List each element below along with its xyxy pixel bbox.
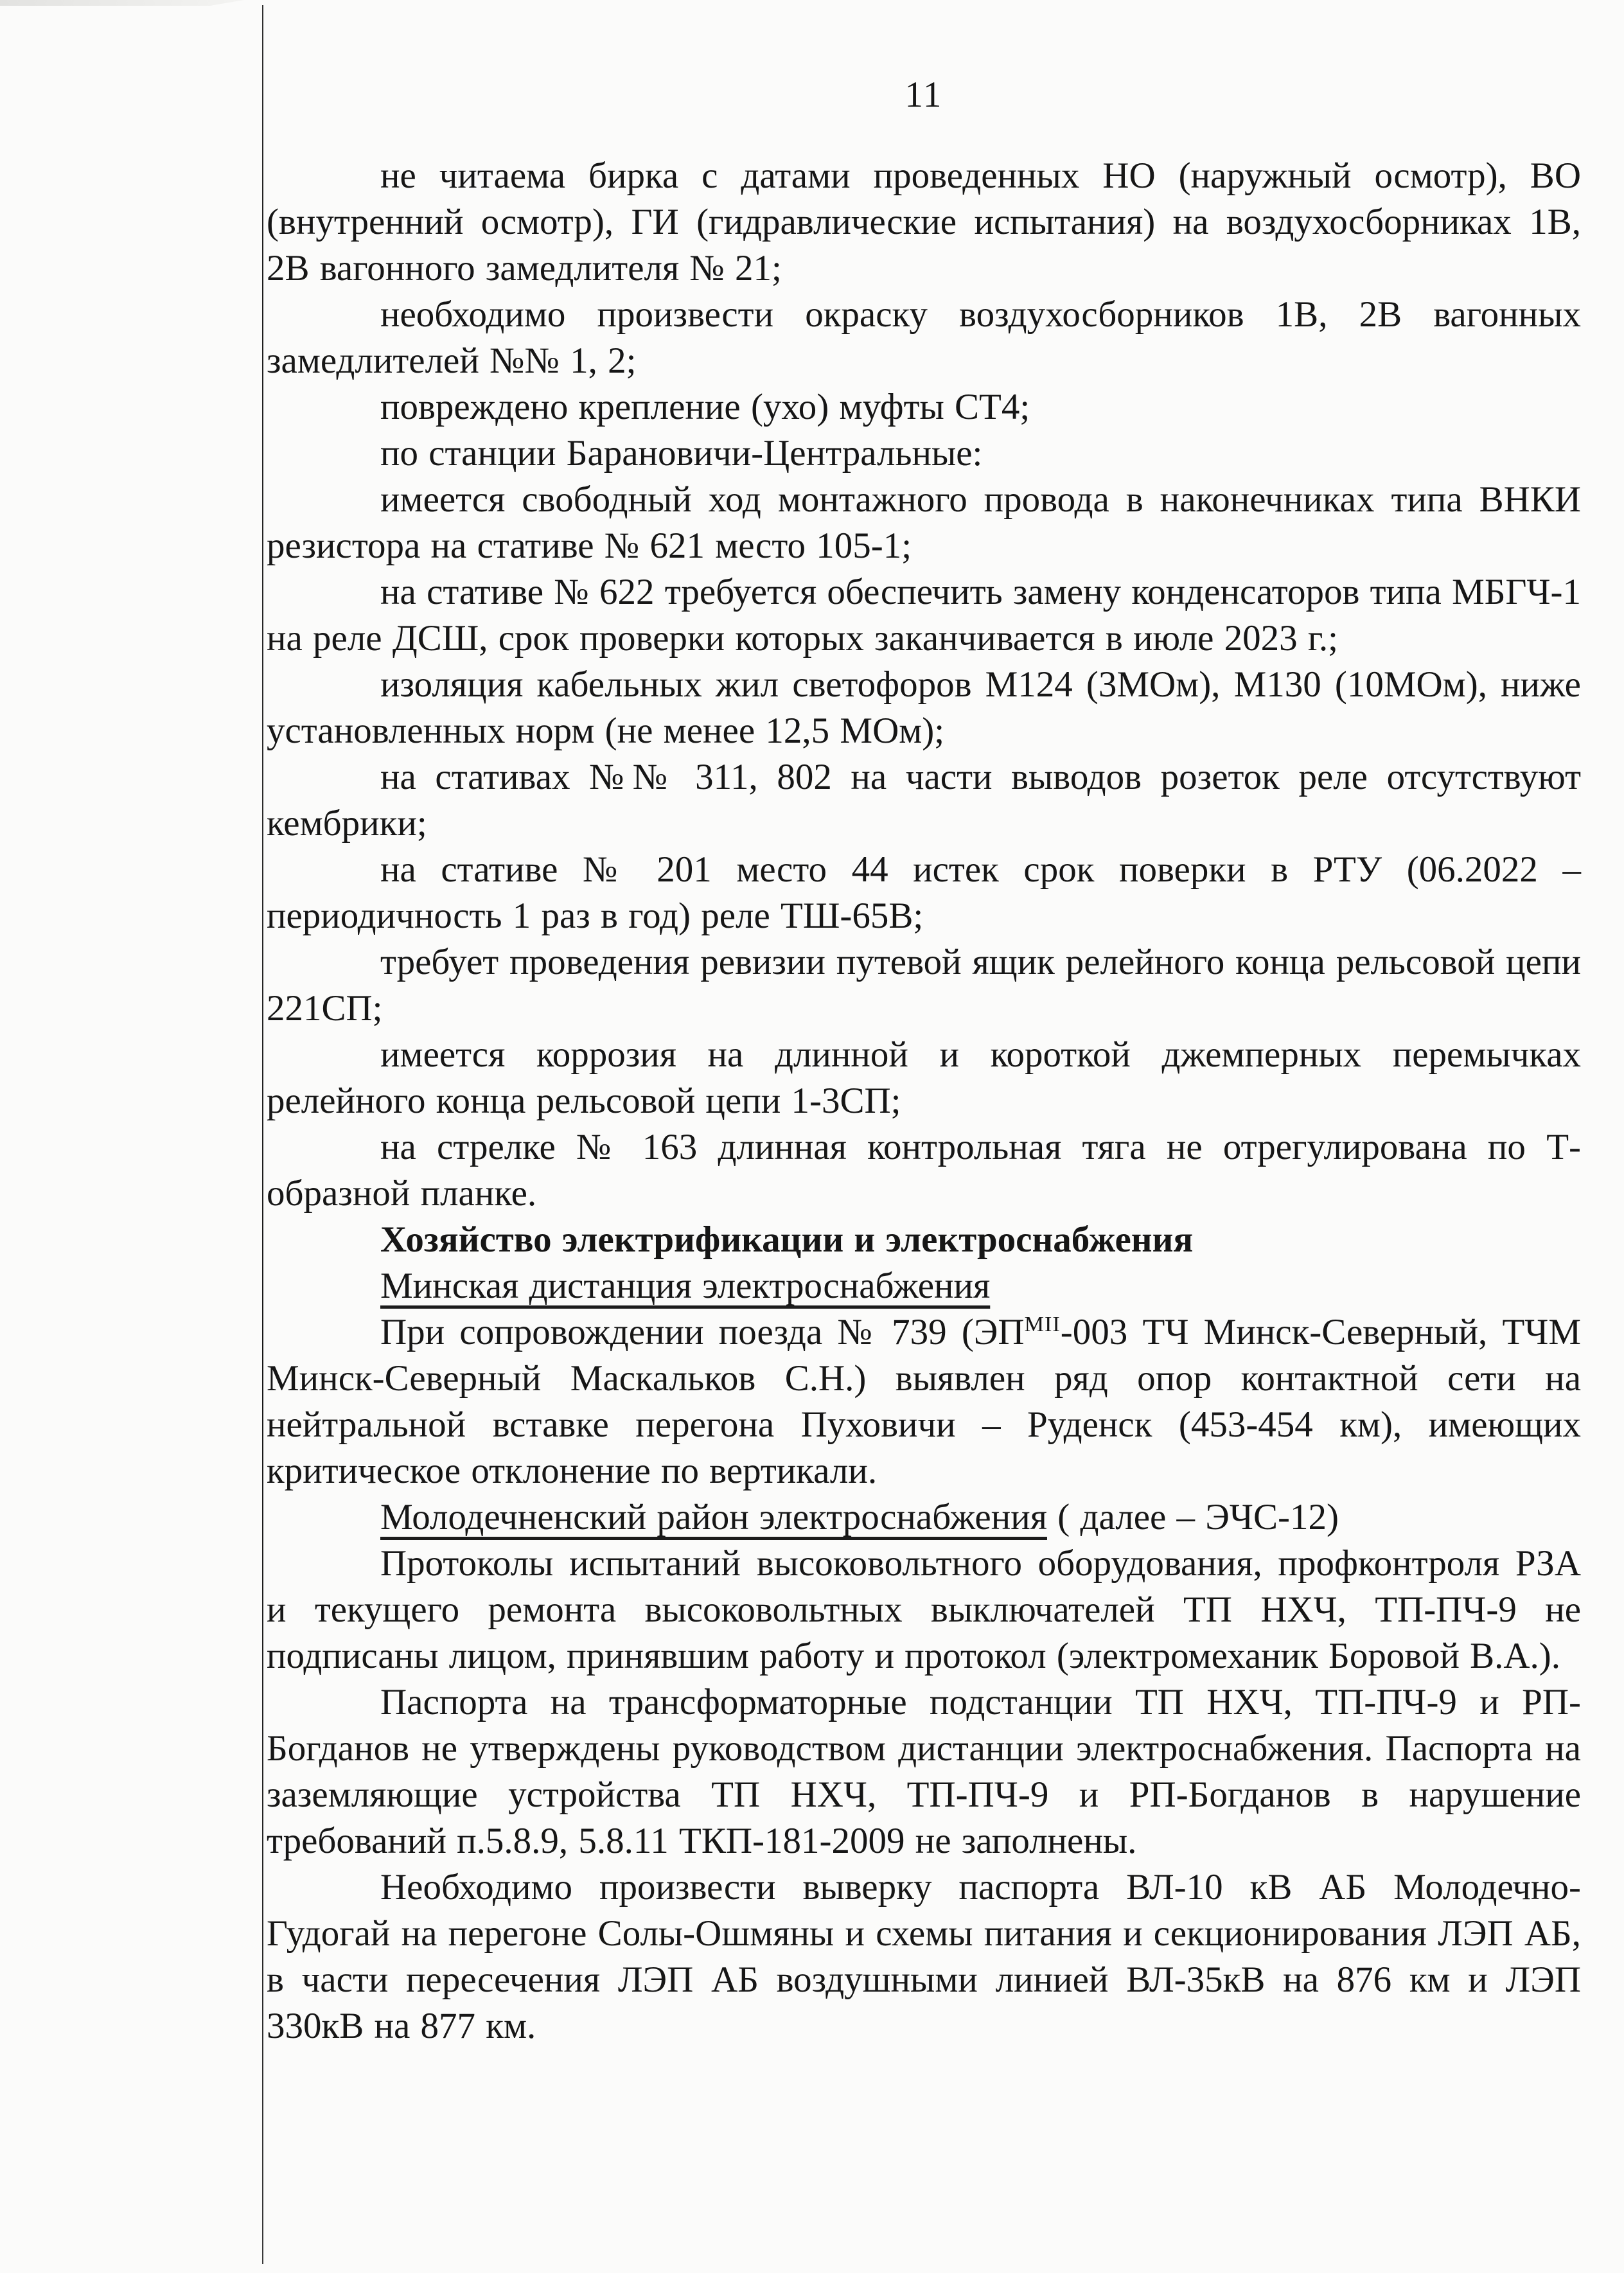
paragraph	[267, 292, 1581, 384]
text-run: Протоколы испытаний высоковольтного оборудования, профконтроля РЗА и текущего ремонта высоковольтных выключателей ТП НХЧ, ТП-ПЧ-9 не подписаны лицом, принявшим работу и протокол (электромеханик Боровой В.А.).	[267, 1543, 1581, 1676]
text-run: При сопровождении поезда № 739 (ЭП	[380, 1312, 1025, 1352]
paragraph	[267, 939, 1581, 1032]
page-number: 11	[905, 75, 943, 115]
text-run: изоляция кабельных жил светофоров М124 (3МОм), М130 (10МОм), ниже установленных норм (не менее 12,5 МОм);	[267, 664, 1581, 751]
paragraph	[267, 1864, 1581, 2049]
text-run: Необходимо произвести выверку паспорта ВЛ-10 кВ АБ Молодечно-Гудогай на перегоне Солы-Ошмяны и схемы питания и секционирования ЛЭП АБ, в части пересечения ЛЭП АБ воздушными линией ВЛ-35кВ на 876 км и ЛЭП 330кВ на 877 км.	[267, 1867, 1581, 2046]
paragraph	[267, 1032, 1581, 1124]
paragraph	[267, 754, 1581, 847]
subsection-heading	[267, 1494, 1581, 1541]
text-run: по станции Барановичи-Центральные:	[380, 433, 983, 473]
text-run: имеется коррозия на длинной и короткой джемперных перемычках релейного конца рельсовой цепи 1-3СП;	[267, 1034, 1581, 1121]
text-run: не читаема бирка с датами проведенных НО (наружный осмотр), ВО (внутренний осмотр), ГИ (гидравлические испытания) на воздухосборниках 1В, 2В вагонного замедлителя № 21;	[267, 155, 1581, 288]
paragraph	[267, 384, 1581, 430]
text-run: на стативе № 201 место 44 истек срок поверки в РТУ (06.2022 – периодичность 1 раз в год) реле ТШ-65В;	[267, 849, 1581, 936]
text-run: на стрелке № 163 длинная контрольная тяга не отрегулирована по Т-образной планке.	[267, 1127, 1581, 1214]
text-run: на стативах №№ 311, 802 на части выводов розеток реле отсутствуют кембрики;	[267, 757, 1581, 844]
scan-edge-artifact	[0, 0, 244, 6]
text-run: необходимо произвести окраску воздухосборников 1В, 2В вагонных замедлителей №№ 1, 2;	[267, 294, 1581, 381]
paragraph	[267, 847, 1581, 939]
text-run: на стативе № 622 требуется обеспечить замену конденсаторов типа МБГЧ-1 на реле ДСШ, срок проверки которых заканчивается в июле 2023 г.;	[267, 572, 1581, 659]
paragraph	[267, 569, 1581, 662]
text-run: повреждено крепление (ухо) муфты СТ4;	[380, 387, 1030, 427]
text-run: Паспорта на трансформаторные подстанции ТП НХЧ, ТП-ПЧ-9 и РП-Богданов не утверждены руководством дистанции электроснабжения. Паспорта на заземляющие устройства ТП НХЧ, ТП-ПЧ-9 и РП-Богданов в нарушение требований п.5.8.9, 5.8.11 ТКП-181-2009 не заполнены.	[267, 1682, 1581, 1861]
paragraph	[267, 1541, 1581, 1679]
text-run: требует проведения ревизии путевой ящик релейного конца рельсовой цепи 221СП;	[267, 942, 1581, 1029]
text-run: ( далее – ЭЧС-12)	[1046, 1497, 1339, 1537]
paragraph	[267, 662, 1581, 754]
subsection-heading	[267, 1263, 1581, 1309]
document-body	[267, 153, 1581, 2049]
underlined-text: Минская дистанция электроснабжения	[380, 1266, 991, 1306]
bold-text: Хозяйство электрификации и электроснабжения	[380, 1219, 1194, 1260]
paragraph	[267, 477, 1581, 569]
section-heading	[267, 1217, 1581, 1263]
superscript-text: МII	[1024, 1313, 1061, 1336]
text-run: -003 ТЧ Минск-Северный, ТЧМ Минск-Северный Маскальков С.Н.) выявлен ряд опор контактной сети на нейтральной вставке перегона Пуховичи – Руденск (453-454 км), имеющих критическое отклонение по вертикали.	[267, 1312, 1581, 1491]
paragraph	[267, 430, 1581, 477]
underlined-text: Молодечненский район электроснабжения	[380, 1497, 1047, 1537]
text-run: имеется свободный ход монтажного провода в наконечниках типа ВНКИ резистора на стативе № 621 место 105-1;	[267, 479, 1581, 566]
scan-margin-line	[262, 5, 263, 2264]
paragraph	[267, 1309, 1581, 1494]
paragraph	[267, 153, 1581, 292]
paragraph	[267, 1679, 1581, 1864]
paragraph	[267, 1124, 1581, 1217]
